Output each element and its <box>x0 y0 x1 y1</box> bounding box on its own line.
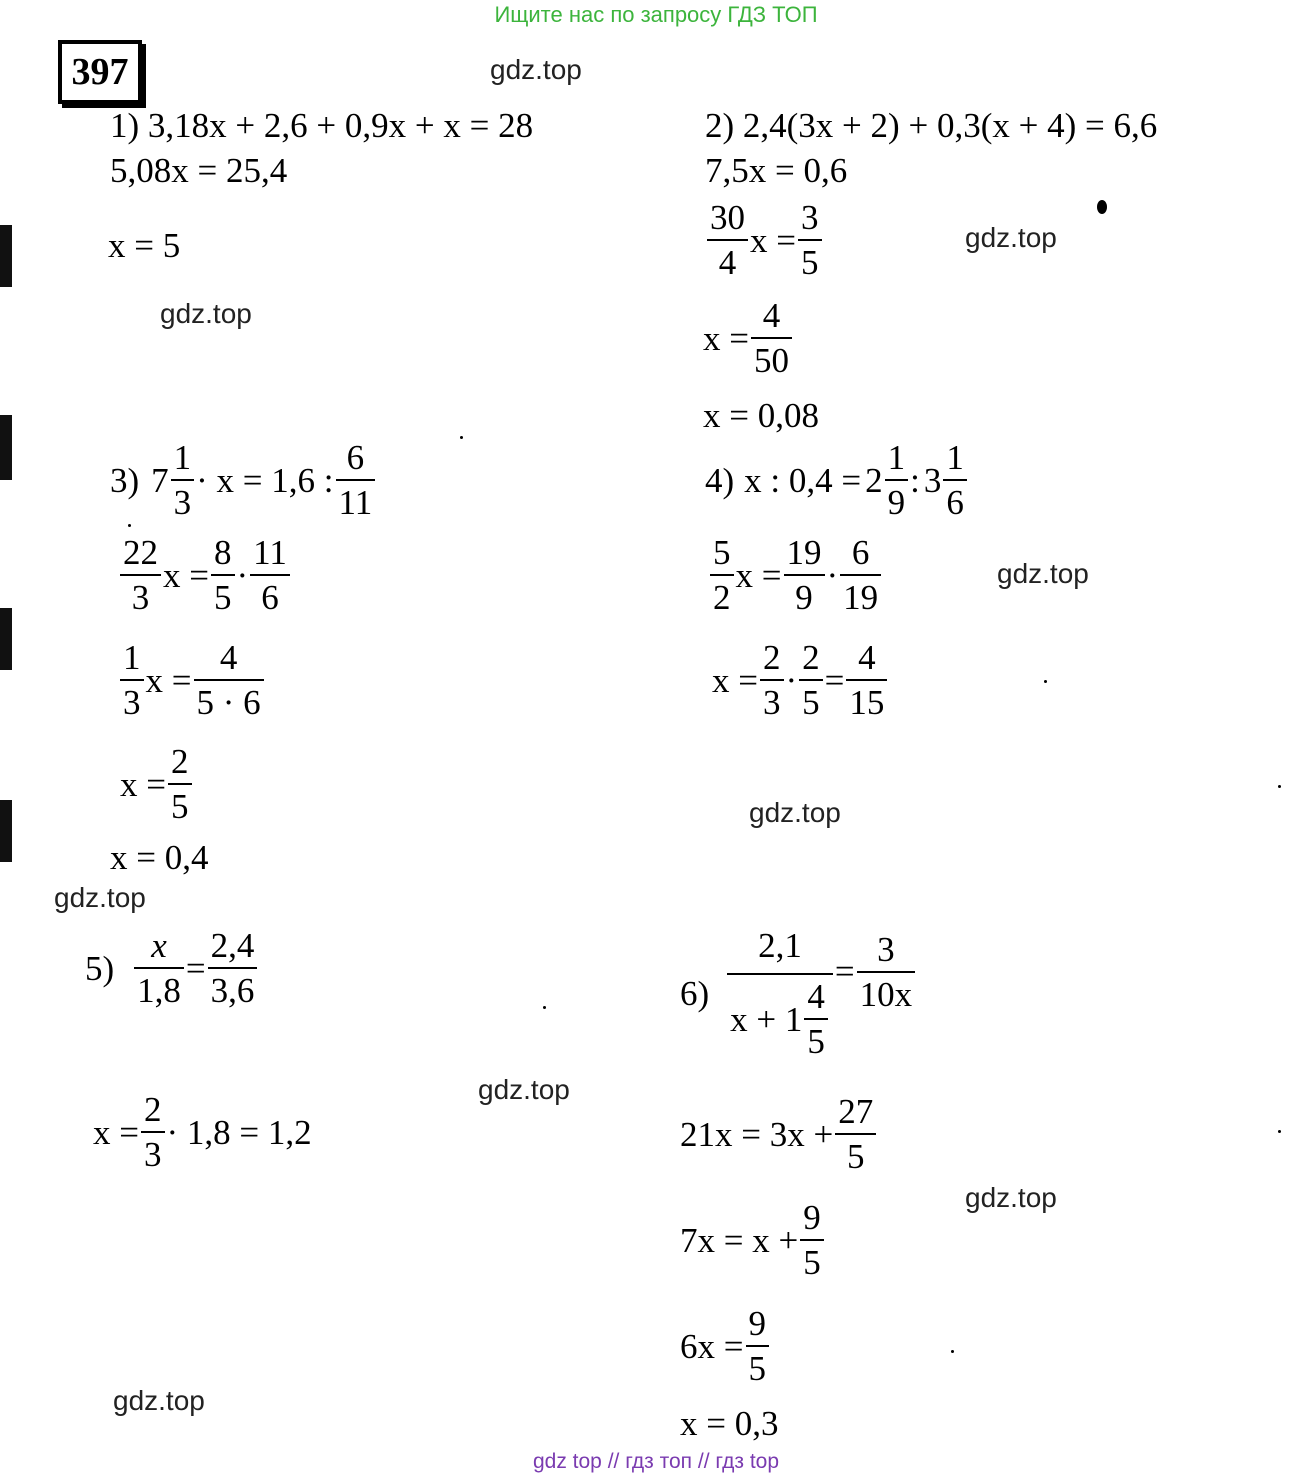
fraction: $\frac{5}{2}$ <box>710 535 734 615</box>
p1-answer: x = 5 <box>108 226 181 265</box>
fraction: $\frac{6}{11}$ <box>336 440 376 520</box>
fraction: $\frac{1}{3}$ <box>120 640 144 720</box>
fraction: $\frac{2}{3}$ <box>141 1092 165 1172</box>
p1-equation <box>110 108 533 143</box>
fraction: $\frac{11}{6}$ <box>250 535 290 615</box>
scan-speck <box>1278 1130 1281 1133</box>
fraction: $\frac{2}{5}$ <box>168 744 192 824</box>
p2-step-1: 7,5x = 0,6 <box>705 151 848 190</box>
p6-step-1: 21x = 3x + $\frac{27}{5}$ <box>680 1094 878 1174</box>
scan-speck <box>1044 680 1047 683</box>
watermark: gdz.top <box>749 797 841 828</box>
scan-edge-mark <box>0 225 12 287</box>
p3-step-2: $\frac{1}{3}$ x = $\frac{4}{5 \cdot 6}$ <box>118 640 266 720</box>
footer-banner: gdz top // гдз топ // гдз top <box>532 1450 780 1473</box>
p3-step-1: $\frac{22}{3}$ x = $\frac{8}{5}$ · $\frac{11}{6}$ <box>118 535 292 615</box>
p2-eq: 2,4(3x + 2) + 0,3(x + 4) = 6,6 <box>742 106 1158 145</box>
scan-speck <box>460 436 463 439</box>
fraction: $\frac{3}{10x}$ <box>857 932 916 1012</box>
watermark: gdz.top <box>160 298 252 329</box>
p3-step-3: x = $\frac{2}{5}$ <box>120 744 194 824</box>
p2-equation <box>705 108 1157 143</box>
watermark: gdz.top <box>965 222 1057 253</box>
watermark: gdz.top <box>54 882 146 913</box>
p6-equation: 6) 2,1 x + 1 $\frac{4}{5}$ = $\frac{3}{10x}$ <box>680 928 917 1059</box>
p4-step-1: $\frac{5}{2}$ x = $\frac{19}{9}$ · $\frac{6}{19}$ <box>708 535 883 615</box>
fraction: $\frac{1}{6}$ <box>943 440 967 520</box>
p6-step-3: 6x = $\frac{9}{5}$ <box>680 1306 771 1386</box>
p6-label: 6) <box>680 974 710 1013</box>
watermark: gdz.top <box>965 1182 1057 1213</box>
fraction: $\frac{x}{1,8}$ <box>134 928 184 1008</box>
p5-answer: x = $\frac{2}{3}$ · 1,8 = 1,2 <box>93 1090 312 1174</box>
p4-step-2: x = $\frac{2}{3}$ · $\frac{2}{5}$ = $\frac{4}{15}$ <box>712 640 889 720</box>
p5-equation: 5) $\frac{x}{1,8}$ = $\frac{2,4}{3,6}$ <box>85 928 259 1008</box>
p2-label: 2) <box>705 106 735 145</box>
p4-equation: 4) x : 0,4 = 2 $\frac{1}{9}$ : 3 $\frac{1}{6}$ <box>705 440 969 520</box>
fraction: $\frac{2}{3}$ <box>760 640 784 720</box>
fraction: $\frac{9}{5}$ <box>800 1200 824 1280</box>
fraction: $\frac{4}{15}$ <box>846 640 887 720</box>
fraction: $\frac{1}{3}$ <box>171 440 195 520</box>
watermark: gdz.top <box>113 1385 205 1416</box>
p2-answer: x = 0,08 <box>703 396 819 435</box>
fraction: $\frac{2}{5}$ <box>799 640 823 720</box>
top-banner: Ищите нас по запросу ГДЗ ТОП <box>494 2 818 27</box>
fraction: $\frac{22}{3}$ <box>120 535 161 615</box>
p6-answer: x = 0,3 <box>680 1404 779 1443</box>
fraction: 2,1 x + 1 $\frac{4}{5}$ <box>727 928 833 1059</box>
watermark: gdz.top <box>478 1074 570 1105</box>
fraction: $\frac{2,4}{3,6}$ <box>208 928 258 1008</box>
fraction: $\frac{27}{5}$ <box>835 1094 876 1174</box>
fraction: $\frac{4}{5}$ <box>804 979 828 1059</box>
p5-label: 5) <box>85 948 115 988</box>
scan-speck <box>128 524 131 527</box>
fraction: $\frac{4}{5 \cdot 6}$ <box>194 640 264 720</box>
fraction: $\frac{30}{4}$ <box>707 200 748 280</box>
p6-step-2: 7x = x + $\frac{9}{5}$ <box>680 1200 826 1280</box>
scan-edge-mark <box>0 608 12 670</box>
scan-speck <box>951 1350 954 1353</box>
p4-label: 4) <box>705 460 735 500</box>
fraction: $\frac{8}{5}$ <box>211 535 235 615</box>
p3-answer: x = 0,4 <box>110 838 209 877</box>
fraction: $\frac{3}{5}$ <box>798 200 822 280</box>
scan-speck <box>543 1006 546 1009</box>
fraction: $\frac{19}{9}$ <box>784 535 825 615</box>
watermark: gdz.top <box>997 558 1089 589</box>
watermark: gdz.top <box>490 54 582 85</box>
scan-edge-mark <box>0 415 12 480</box>
p2-step-2: $\frac{30}{4}$ x = $\frac{3}{5}$ <box>705 200 824 280</box>
fraction: $\frac{4}{50}$ <box>751 298 792 378</box>
scan-edge-mark <box>0 800 12 862</box>
scan-speck <box>1097 200 1107 214</box>
fraction: $\frac{6}{19}$ <box>840 535 881 615</box>
p3-label: 3) <box>110 460 140 500</box>
problem-number-badge: 397 <box>58 40 142 104</box>
p1-eq: 3,18x + 2,6 + 0,9x + x = 28 <box>147 106 534 145</box>
p2-step-3: x = $\frac{4}{50}$ <box>703 298 794 378</box>
p1-step-1: 5,08x = 25,4 <box>110 151 288 190</box>
p3-equation: 3) 7 $\frac{1}{3}$ · x = 1,6 : $\frac{6}{11}$ <box>110 440 377 520</box>
fraction: $\frac{1}{9}$ <box>885 440 909 520</box>
fraction: $\frac{9}{5}$ <box>746 1306 770 1386</box>
scan-speck <box>1278 785 1281 788</box>
p1-label: 1) <box>110 106 140 145</box>
